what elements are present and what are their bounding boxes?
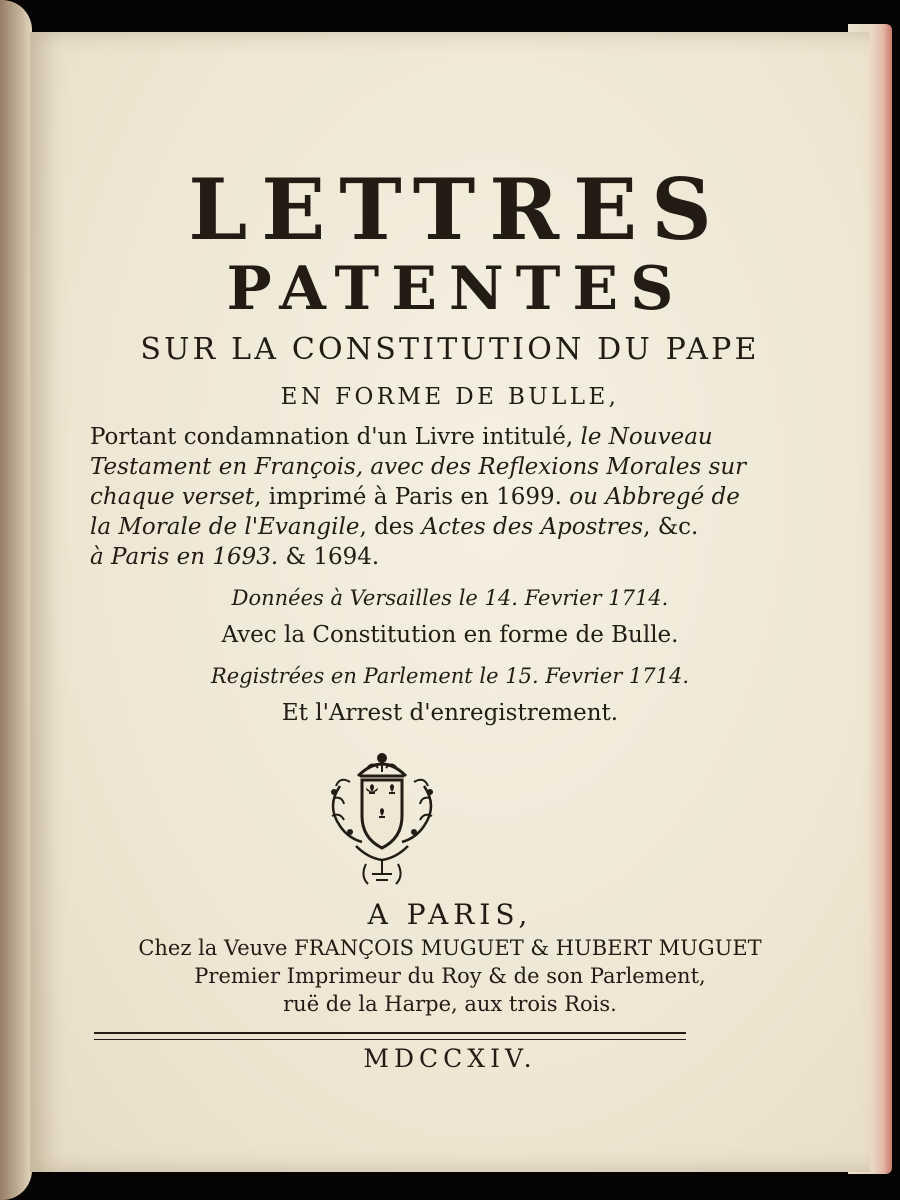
title-line-1: LETTRES (188, 160, 726, 259)
description-line-1 (90, 422, 713, 452)
imprint-address: ruë de la Harpe, aux trois Rois. (283, 992, 617, 1016)
arrest-line: Et l'Arrest d'enregistrement. (281, 700, 619, 726)
description-line-5 (90, 542, 690, 572)
description-italic: chaque verset (90, 484, 255, 510)
constitution-line: Avec la Constitution en forme de Bulle. (221, 622, 679, 648)
description-line-4 (90, 512, 699, 542)
dated-line: Données à Versailles le 14. Fevrier 1714. (231, 586, 669, 610)
description-text: Portant condamnation d'un Livre intitulé, (90, 424, 581, 450)
description-italic: ou Abbregé de (569, 484, 740, 510)
description-text: , des (359, 514, 422, 540)
imprint-printer: Chez la Veuve FRANÇOIS MUGUET & HUBERT MUGUET (138, 936, 762, 960)
description-line-3 (90, 482, 740, 512)
description-italic: Actes des Apostres (421, 514, 644, 540)
imprint-city: A PARIS, (367, 898, 533, 931)
divider-rule (94, 1032, 686, 1040)
publication-year: MDCCXIV. (363, 1044, 537, 1073)
description-italic: le Nouveau (580, 424, 713, 450)
description-block (90, 422, 747, 572)
royal-arms-fleur-de-lis-icon (320, 746, 444, 888)
facing-page-edge (0, 0, 32, 1200)
description-italic: à Paris en 1693. (90, 544, 279, 570)
imprint-title: Premier Imprimeur du Roy & de son Parlement, (194, 964, 706, 988)
description-italic: la Morale de l'Evangile (90, 514, 360, 540)
description-text: , &c. (643, 514, 699, 540)
registered-line: Registrées en Parlement le 15. Fevrier 1714. (210, 664, 690, 688)
title-line-2: PATENTES (226, 254, 686, 324)
description-text: & 1694. (278, 544, 380, 570)
title-page (30, 32, 870, 1172)
subtitle-line-2: EN FORME DE BULLE, (280, 384, 620, 410)
subtitle-line-1: SUR LA CONSTITUTION DU PAPE (140, 332, 760, 367)
description-text: , imprimé à Paris en 1699. (254, 484, 570, 510)
description-line-2: Testament en François, avec des Reflexions Morales sur (90, 454, 747, 480)
